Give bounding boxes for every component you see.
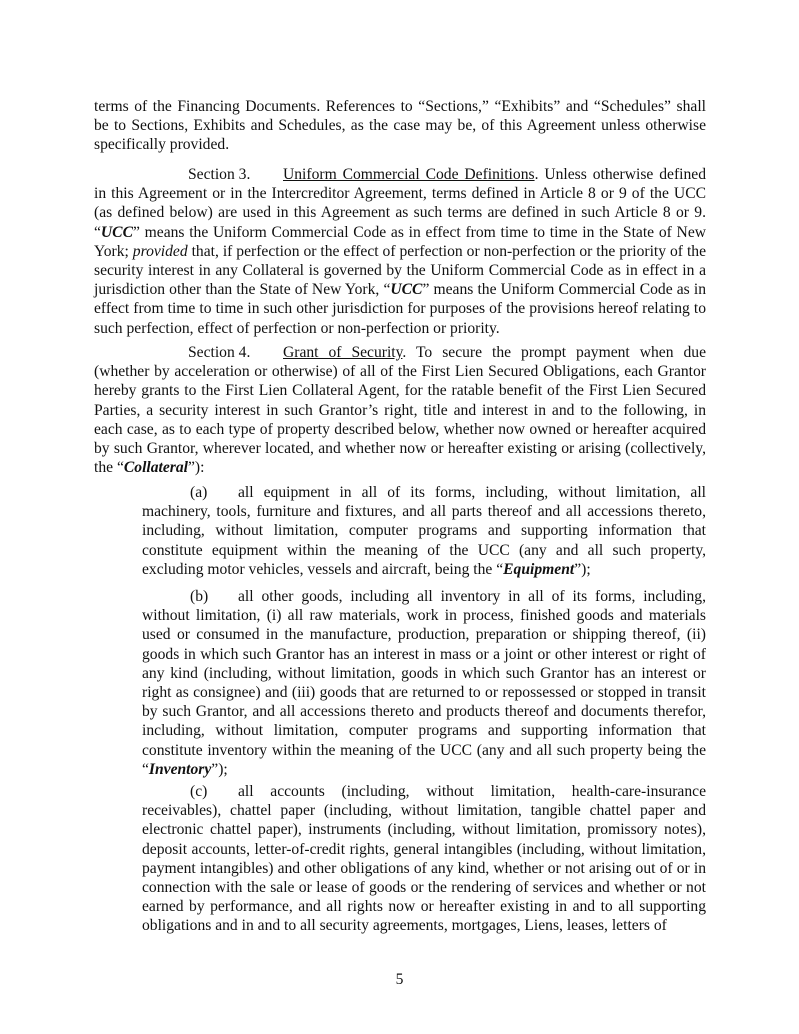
clause-c-paragraph <box>142 782 706 936</box>
section-4-paragraph <box>94 343 706 477</box>
intro-paragraph <box>94 97 706 155</box>
page-number: 5 <box>395 971 404 988</box>
section-3-text-4: ” means the Uniform Commercial Code as in effect from time to time in such other jurisdiction for purposes of the provisions hereof relating to such perfection, effect of perfection or non-perfection or priority. <box>94 281 706 337</box>
defined-term-collateral: Collateral <box>123 459 188 477</box>
clause-a-text-1: all equipment in all of its forms, including, without limitation, all machinery, tools, furniture and fixtures, and all parts thereof and all accessions thereto, including, without limitation, computer programs and supporting information that constitute equipment within the meaning of the UCC (any and all such property, excluding motor vehicles, vessels and aircraft, being the “ <box>142 484 706 578</box>
section-4-text-2: ”): <box>188 459 205 477</box>
section-3-label: Section 3. <box>188 166 251 183</box>
provided-term: provided <box>132 242 188 260</box>
clause-c-label: (c) <box>190 783 208 800</box>
clause-b-paragraph <box>142 587 706 779</box>
clause-b-text-2: ”); <box>211 760 228 778</box>
section-4-text-1: . To secure the prompt payment when due (whether by acceleration or otherwise) of all of the First Lien Secured Obligations, each Grantor hereby grants to the First Lien Collateral Agent, for the ratable benefit of the First Lien Secured Parties, a security interest in such Grantor’s right, title and interest in and to the following, in each case, as to each type of property described below, whether now owned or hereafter acquired by such Grantor, wherever located, and whether now or hereafter existing or arising (collectively, the “ <box>94 344 706 477</box>
clause-c-text-1: all accounts (including, without limitation, health-care-insurance receivables), chattel paper (including, without limitation, tangible chattel paper and electronic chattel paper), instruments (including, without limitation, promissory notes), deposit accounts, letter-of-credit rights, general intangibles (including, without limitation, payment intangibles) and other obligations of any kind, whether or not arising out of or in connection with the sale or lease of goods or the rendering of services and whether or not earned by performance, and all rights now or hereafter existing in and to all supporting obligations and in and to all security agreements, mortgages, Liens, leases, letters of <box>142 783 706 935</box>
defined-term-ucc: UCC <box>100 223 133 241</box>
clause-b-label: (b) <box>190 588 209 605</box>
intro-text: terms of the Financing Documents. References to “Sections,” “Exhibits” and “Schedules” shall be to Sections, Exhibits and Schedules, as the case may be, of this Agreement unless otherwise specifically provided. <box>94 98 706 154</box>
section-3-text-2: ” means the Uniform Commercial Code as in effect from time to time in the State of New York; <box>94 223 706 260</box>
clause-a-label: (a) <box>190 484 208 501</box>
clause-a-text-2: ”); <box>574 560 591 578</box>
section-4-heading: Grant of Security <box>283 344 403 361</box>
section-3-text-3: that, if perfection or the effect of perfection or non-perfection or the priority of the security interest in any Collateral is governed by the Uniform Commercial Code as in effect in a jurisdiction other than the State of New York, “ <box>94 242 707 299</box>
clause-a-paragraph <box>142 483 706 579</box>
clause-b-text-1: all other goods, including all inventory in all of its forms, including, without limitation, (i) all raw materials, work in process, finished goods and materials used or consumed in the manufacture, production, preparation or shipping thereof, (ii) goods in which such Grantor has an interest in mass or a joint or other interest or right of any kind (including, without limitation, goods in which such Grantor has an interest or right as consignee) and (iii) goods that are returned to or repossessed or stopped in transit by such Grantor, and all accessions thereto and products thereof and documents therefor, including, without limitation, computer programs and supporting information that constitute inventory within the meaning of the UCC (any and all such property being the “ <box>142 588 706 778</box>
defined-term-inventory: Inventory <box>148 760 212 778</box>
section-3-heading: Uniform Commercial Code Definitions <box>283 166 535 183</box>
defined-term-equipment: Equipment <box>503 560 575 578</box>
defined-term-ucc-2: UCC <box>390 281 423 299</box>
section-4-label: Section 4. <box>188 344 251 361</box>
section-3-text-1: . Unless otherwise defined in this Agreement or in the Intercreditor Agreement, terms defined in Article 8 or 9 of the UCC (as defined below) are used in this Agreement as such terms are defined in such Article 8 or 9. “ <box>94 166 706 241</box>
section-3-paragraph <box>94 165 706 338</box>
